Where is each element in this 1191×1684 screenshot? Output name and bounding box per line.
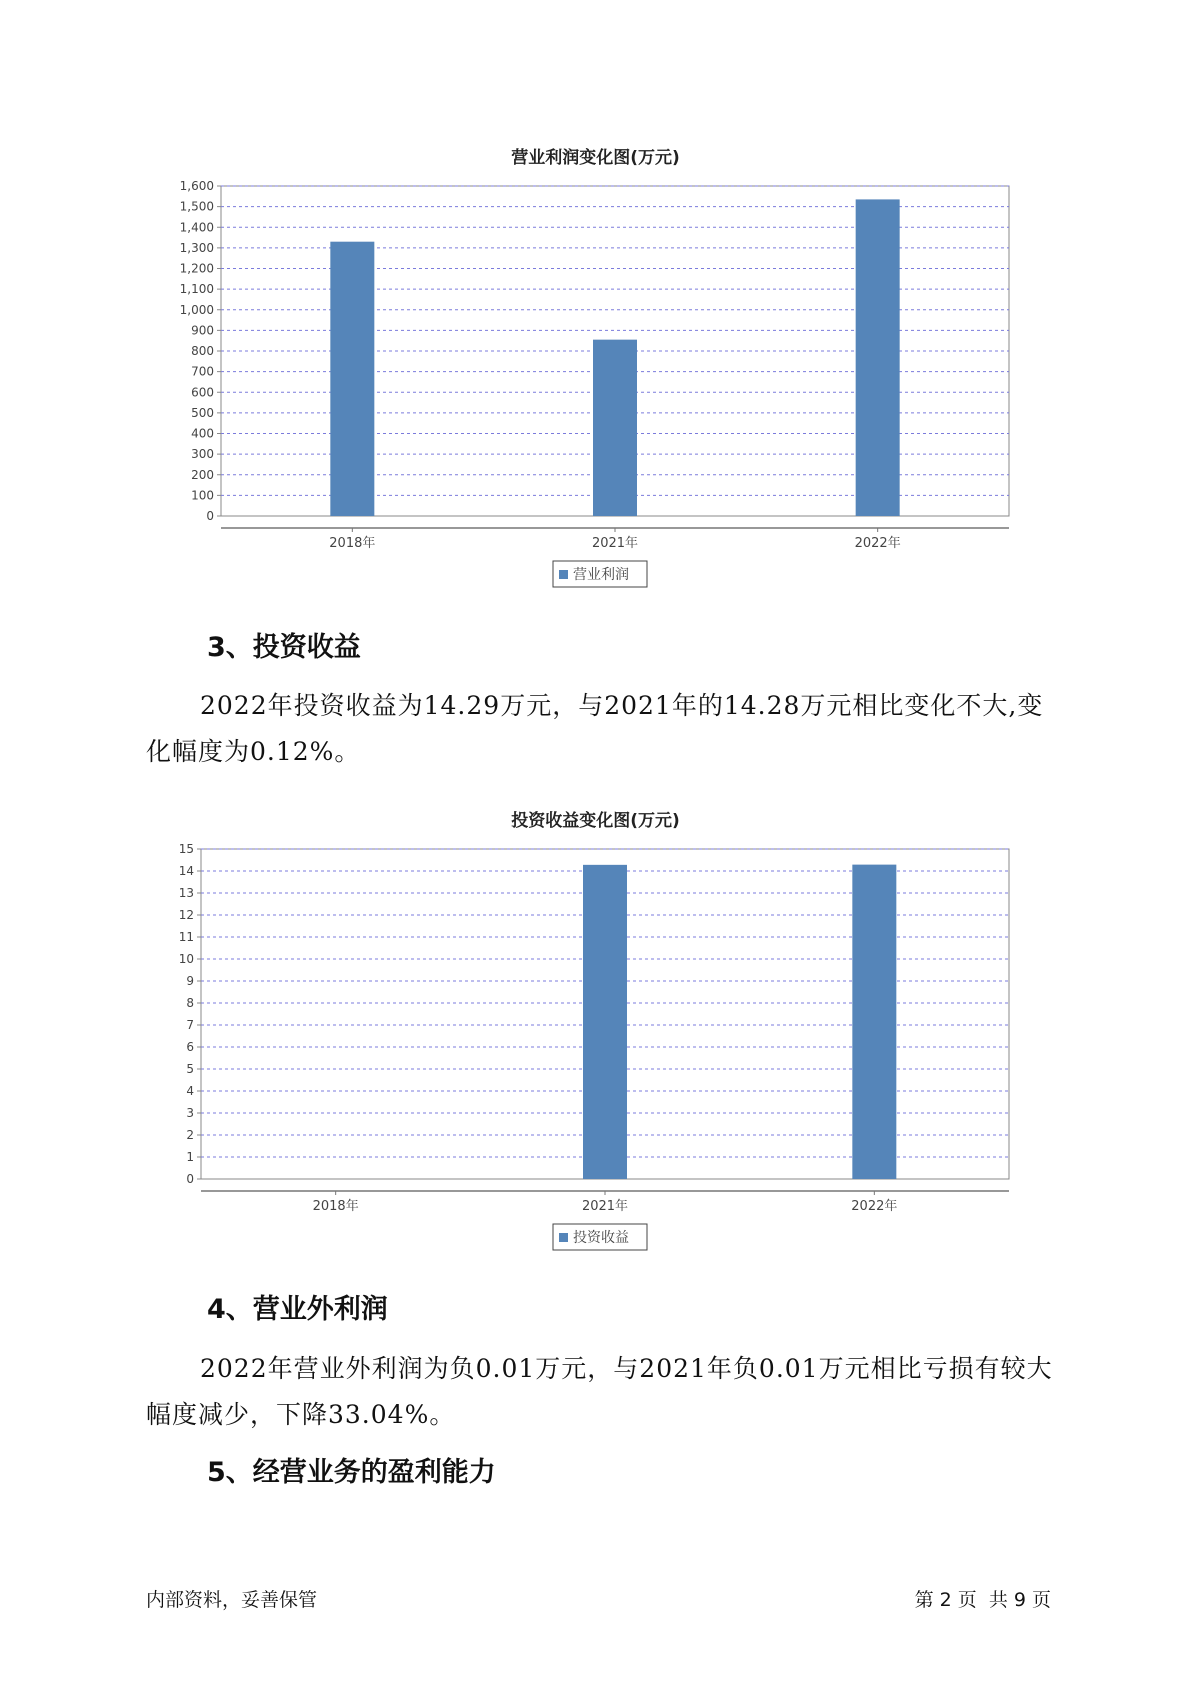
y-tick-label: 1,200: [179, 261, 214, 276]
y-tick-label: 1: [186, 1150, 194, 1164]
section-4-paragraph: 2022年营业外利润为负0.01万元，与2021年负0.01万元相比亏损有较大幅度减少，下降33.04%。: [146, 1354, 1053, 1429]
y-tick-label: 7: [186, 1018, 194, 1032]
legend-label: 投资收益: [573, 1230, 629, 1246]
y-tick-label: 15: [178, 842, 194, 856]
y-tick-label: 1,400: [179, 220, 214, 235]
bar-2021年: [593, 340, 637, 516]
y-tick-label: 1,000: [179, 302, 214, 317]
bar-2021年: [583, 865, 627, 1179]
y-tick-label: 1,600: [179, 179, 214, 193]
y-tick-label: 1,500: [179, 199, 214, 214]
section-4-heading: 4、营业外利润: [207, 1294, 388, 1325]
y-tick-label: 3: [186, 1106, 194, 1120]
y-tick-label: 0: [206, 509, 214, 523]
y-tick-label: 8: [186, 996, 194, 1010]
y-tick-label: 6: [186, 1040, 194, 1054]
legend-label: 营业利润: [573, 567, 629, 583]
x-tick-label: 2021年: [581, 1199, 629, 1214]
chart1-title: 营业利润变化图(万元): [511, 148, 680, 168]
section-5-heading: 5、经营业务的盈利能力: [207, 1457, 496, 1488]
y-tick-label: 500: [191, 405, 214, 420]
y-tick-label: 1,100: [179, 282, 214, 297]
y-tick-label: 100: [191, 488, 214, 503]
legend-swatch: [559, 570, 568, 579]
x-tick-label: 2022年: [854, 536, 901, 551]
section-3-paragraph: 2022年投资收益为14.29万元，与2021年的14.28万元相比变化不大,变化幅度为0.12%。: [146, 691, 1044, 766]
x-tick-label: 2021年: [591, 536, 639, 551]
bar-2022年: [852, 865, 896, 1179]
y-tick-label: 9: [186, 974, 194, 988]
bar-2018年: [330, 242, 374, 516]
y-tick-label: 400: [191, 426, 214, 441]
x-tick-label: 2018年: [329, 536, 376, 551]
y-tick-label: 300: [191, 447, 214, 462]
y-tick-label: 700: [191, 364, 214, 379]
y-tick-label: 10: [178, 952, 194, 966]
legend-swatch: [559, 1233, 568, 1242]
y-tick-label: 12: [178, 908, 194, 922]
y-tick-label: 11: [178, 930, 194, 944]
y-tick-label: 200: [191, 467, 214, 482]
y-tick-label: 14: [178, 864, 194, 878]
y-tick-label: 2: [186, 1128, 194, 1142]
chart-investment-income: [0, 833, 1191, 1253]
y-tick-label: 0: [186, 1172, 194, 1186]
section-3-heading: 3、投资收益: [207, 632, 361, 663]
y-tick-label: 800: [191, 344, 214, 358]
chart-operating-profit: [0, 170, 1191, 590]
y-tick-label: 600: [191, 385, 214, 400]
y-tick-label: 5: [186, 1062, 194, 1076]
y-tick-label: 1,300: [179, 240, 214, 255]
y-tick-label: 4: [186, 1084, 194, 1098]
footer-page-number: 第 2 页 共 9 页: [914, 1589, 1051, 1611]
chart2-title: 投资收益变化图(万元): [511, 811, 680, 831]
y-tick-label: 13: [178, 886, 194, 900]
x-tick-label: 2022年: [851, 1199, 898, 1214]
bar-2022年: [856, 199, 900, 516]
y-tick-label: 900: [191, 323, 214, 338]
x-tick-label: 2018年: [312, 1199, 359, 1214]
footer-confidential-note: 内部资料，妥善保管: [146, 1589, 318, 1611]
